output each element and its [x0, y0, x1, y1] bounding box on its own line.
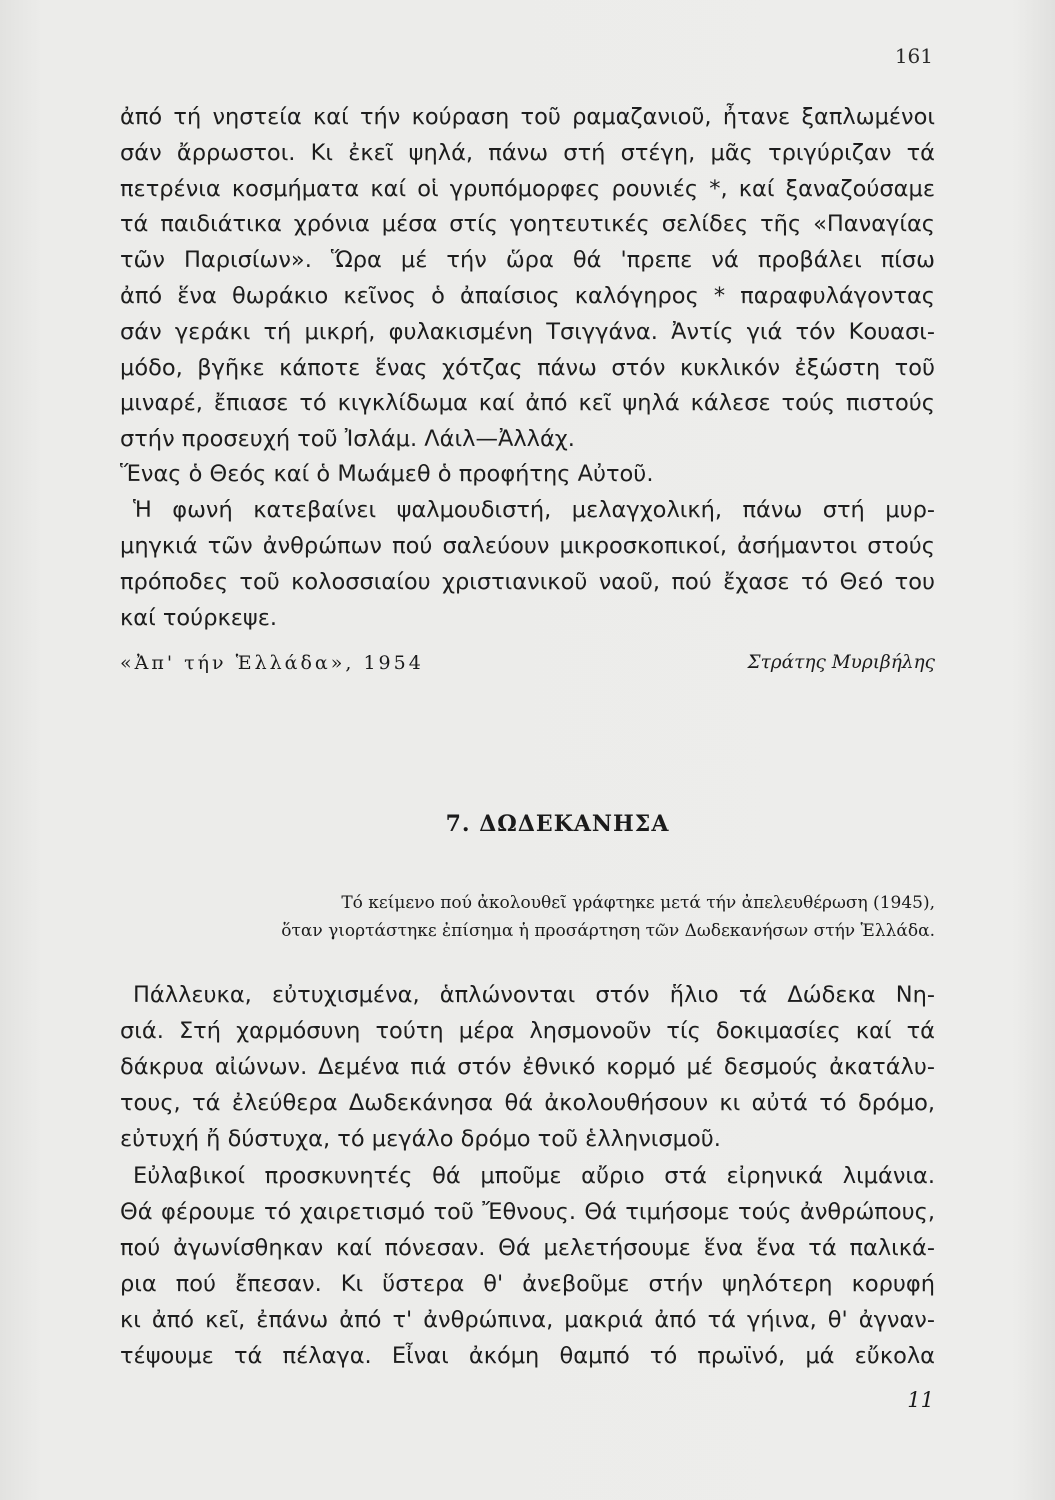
text-line: δάκρυα αἰώνων. Δεμένα πιά στόν ἐθνικό κορμό μέ δεσμούς ἀκατάλυ-: [120, 1054, 935, 1080]
text-line: μιναρέ, ἔπιασε τό κιγκλίδωμα καί ἀπό κεῖ ψηλά κάλεσε τούς πιστούς: [120, 390, 935, 417]
text-line: εὐτυχή ἤ δύστυχα, τό μεγάλο δρόμο τοῦ ἑλληνισμοῦ.: [120, 1126, 721, 1152]
text-line: τά παιδιάτικα χρόνια μέσα στίς γοητευτικές σελίδες τῆς «Παναγίας: [120, 211, 935, 238]
section-heading: 7. ΔΩΔΕΚΑΝΗΣΑ: [445, 811, 670, 837]
text-line: ἀπό τή νηστεία καί τήν κούραση τοῦ ραμαζανιοῦ, ἦτανε ξαπλωμένοι: [120, 104, 935, 130]
text-line: πρόποδες τοῦ κολοσσιαίου χριστιανικοῦ ναοῦ, πού ἔχασε τό Θεό του: [120, 569, 935, 595]
signature-mark: 11: [907, 1388, 934, 1412]
text-line: Εὐλαβικοί προσκυνητές θά μποῦμε αὔριο στά εἰρηνικά λιμάνια.: [133, 1163, 935, 1189]
source-author: Στράτης Μυριβήλης: [747, 652, 935, 673]
paragraph-dodecanese-liberation: [120, 977, 935, 1157]
source-citation: [120, 648, 935, 682]
section-intro-note: [281, 889, 935, 945]
intro-line: ὅταν γιορτάστηκε ἐπίσημα ἡ προσάρτηση τῶν Δωδεκανήσων στήν Ἑλλάδα.: [281, 921, 935, 941]
text-line: σάν γεράκι τή μικρή, φυλακισμένη Τσιγγάνα. Ἀντίς γιά τόν Κουασι-: [120, 318, 935, 345]
text-line: στήν προσευχή τοῦ Ἰσλάμ. Λάιλ—Ἀλλάχ.: [120, 426, 575, 453]
text-line: τέψουμε τά πέλαγα. Εἶναι ἀκόμη θαμπό τό πρωϊνό, μά εὔκολα: [120, 1343, 935, 1369]
paragraph-pilgrims: [120, 1158, 935, 1374]
text-line: σάν ἄρρωστοι. Κι ἐκεῖ ψηλά, πάνω στή στέγη, μᾶς τριγύριζαν τά: [120, 139, 935, 166]
text-line: Ἡ φωνή κατεβαίνει ψαλμουδιστή, μελαγχολική, πάνω στή μυρ-: [133, 497, 935, 523]
text-line: μόδο, βγῆκε κάποτε ἕνας χότζας πάνω στόν κυκλικόν ἐξώστη τοῦ: [120, 354, 935, 381]
text-line: καί τούρκεψε.: [120, 605, 278, 631]
paragraph-chant: [120, 492, 935, 636]
text-line: ρια πού ἔπεσαν. Κι ὕστερα θ' ἀνεβοῦμε στήν ψηλότερη κορυφή: [120, 1271, 935, 1297]
text-line: τῶν Παρισίων». Ὥρα μέ τήν ὥρα θά 'πρεπε νά προβάλει πίσω: [120, 247, 935, 274]
source-title: «Ἀπ' τήν Ἑλλάδα», 1954: [120, 652, 424, 674]
text-line: κι ἀπό κεῖ, ἐπάνω ἀπό τ' ἀνθρώπινα, μακριά ἀπό τά γήινα, θ' ἀγναν-: [120, 1307, 935, 1333]
text-line: Ἕνας ὁ Θεός καί ὁ Μωάμεθ ὁ προφήτης Αὐτοῦ.: [120, 461, 654, 487]
text-line: πού ἀγωνίσθηκαν καί πόνεσαν. Θά μελετήσουμε ἕνα ἕνα τά παλικά-: [120, 1235, 935, 1261]
text-line: ἀπό ἕνα θωράκιο κεῖνος ὁ ἀπαίσιος καλόγηρος * παραφυλάγοντας: [120, 282, 935, 309]
text-line: μηγκιά τῶν ἀνθρώπων πού σαλεύουν μικροσκοπικοί, ἀσήμαντοι στούς: [120, 533, 935, 559]
text-line: σιά. Στή χαρμόσυνη τούτη μέρα λησμονοῦν τίς δοκιμασίες καί τά: [120, 1018, 935, 1044]
page-number: 161: [894, 44, 933, 68]
text-line: τους, τά ἐλεύθερα Δωδεκάνησα θά ἀκολουθήσουν κι αὐτά τό δρόμο,: [120, 1090, 935, 1116]
text-line: Πάλλευκα, εὐτυχισμένα, ἁπλώνονται στόν ἥλιο τά Δώδεκα Νη-: [133, 982, 935, 1008]
paragraph-prayer-call: [120, 457, 935, 493]
text-line: Θά φέρουμε τό χαιρετισμό τοῦ Ἔθνους. Θά τιμήσομε τούς ἀνθρώπους,: [120, 1199, 935, 1225]
intro-line: Τό κείμενο πού ἀκολουθεῖ γράφτηκε μετά τήν ἀπελευθέρωση (1945),: [341, 893, 935, 913]
paragraph-mosque-description: [120, 100, 935, 458]
text-line: πετρένια κοσμήματα καί οἱ γρυπόμορφες ρουνιές *, καί ξαναζούσαμε: [120, 175, 935, 202]
